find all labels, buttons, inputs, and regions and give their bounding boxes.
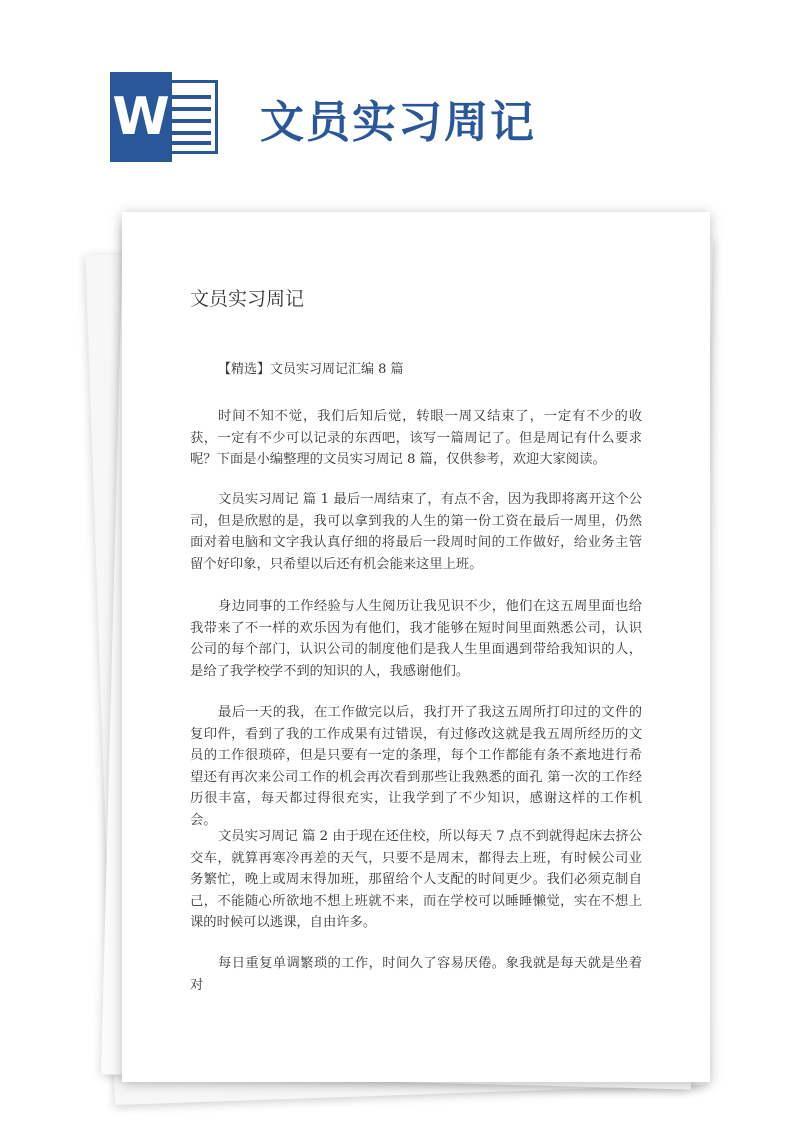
paragraph-1: 文员实习周记 篇 1 最后一周结束了，有点不舍，因为我即将离开这个公司，但是欣慰的是，我可以拿到我的人生的第一份工资在最后一周里，仍然面对着电脑和文字我认真仔细的将最后一段周时间的工作做好，给业务主管留个好印象，只希望以后还有机会能来这里上班。	[190, 492, 642, 572]
paragraph-5: 每日重复单调繁琐的工作，时间久了容易厌倦。象我就是每天就是坐着对	[190, 956, 642, 993]
paragraph-intro: 时间不知不觉，我们后知后觉，转眼一周又结束了，一定有不少的收获，一定有不少可以记录的东西吧，该写一篇周记了。但是周记有什么要求呢？下面是小编整理的文员实习周记 8 篇，仅供参考，欢迎大家阅读。	[190, 409, 642, 467]
document-title: 文员实习周记	[190, 288, 305, 310]
header	[110, 72, 750, 162]
word-logo-letter: W	[110, 72, 172, 162]
document-page	[122, 212, 710, 1082]
paragraph-4: 文员实习周记 篇 2 由于现在还住校，所以每天 7 点不到就得起床去挤公交车，就算再寒冷再差的天气，只要不是周末，都得去上班，有时候公司业务繁忙，晚上或周末得加班，那留给个人支配的时间更少。我们必须克制自己，不能随心所欲地不想上班就不来，而在学校可以睡睡懒觉，实在不想上课的时候可以逃课，自由许多。	[190, 829, 642, 930]
document-subtitle: 【精选】文员实习周记汇编 8 篇	[218, 362, 404, 377]
word-document-icon	[110, 72, 222, 162]
paragraph-2: 身边同事的工作经验与人生阅历让我见识不少，他们在这五周里面也给我带来了不一样的欢乐因为有他们，我才能够在短时间里面熟悉公司，认识公司的每个部门，认识公司的制度他们是我人生里面遇到带给我知识的人，是给了我学校学不到的知识的人，我感谢他们。	[190, 599, 642, 679]
paragraph-3: 最后一天的我，在工作做完以后，我打开了我这五周所打印过的文件的复印件，看到了我的工作成果有过错误，有过修改这就是我五周所经历的文员的工作很琐碎，但是只要有一定的条理，每个工作都能有条不紊地进行希望还有再次来公司工作的机会再次看到那些让我熟悉的面孔 第一次的工作经历很丰富，每天都过得很充实，让我学到了不少知识，感谢这样的工作机会。	[190, 705, 642, 828]
header-title: 文员实习周记	[260, 97, 536, 148]
